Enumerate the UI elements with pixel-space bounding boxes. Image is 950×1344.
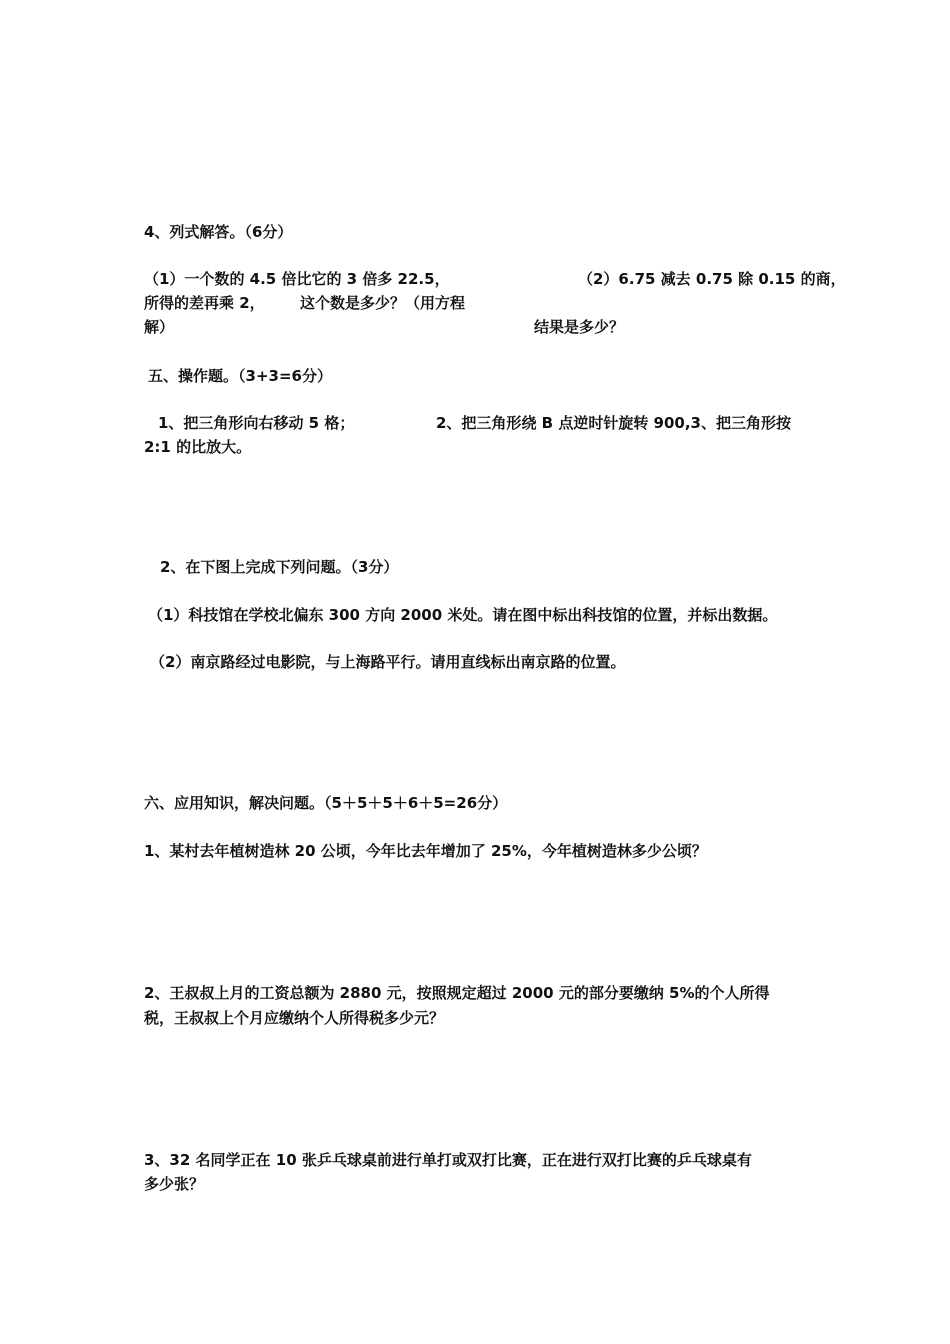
section5-op2: 2、把三角形绕 B 点逆时针旋转 900,3、把三角形按 — [436, 414, 791, 432]
section4-q2-line3: 结果是多少？ — [534, 318, 625, 336]
section6-problem2-line2: 税，王叔叔上个月应缴纳个人所得税多少元？ — [144, 1009, 445, 1027]
section5-sub-q1: （1）科技馆在学校北偏东 300 方向 2000 米处。请在图中标出科技馆的位置，并标出数据。 — [148, 606, 778, 624]
section4-q1-line3: 解） — [144, 318, 175, 336]
section6-problem2-line1: 2、王叔叔上月的工资总额为 2880 元，按照规定超过 2000 元的部分要缴纳 5%的个人所得 — [144, 984, 770, 1002]
section4-q2-line2: 所得的差再乘 2， — [144, 294, 265, 312]
section5-op1: 1、把三角形向右移动 5 格； — [158, 414, 355, 432]
section5-sub-q2: （2）南京路经过电影院，与上海路平行。请用直线标出南京路的位置。 — [150, 653, 626, 671]
section6-problem1: 1、某村去年植树造林 20 公顷，今年比去年增加了 25%，今年植树造林多少公顷？ — [144, 842, 707, 860]
section5-op2-continued: 2:1 的比放大。 — [144, 438, 252, 456]
section6-heading: 六、应用知识，解决问题。（5＋5＋5＋6＋5=26分） — [144, 794, 508, 812]
section5-heading: 五、操作题。（3+3=6分） — [148, 367, 332, 385]
section5-sub-heading: 2、在下图上完成下列问题。（3分） — [160, 558, 399, 576]
section4-q2-line1: （2）6.75 减去 0.75 除 0.15 的商， — [578, 270, 846, 288]
section4-q1-line1: （1）一个数的 4.5 倍比它的 3 倍多 22.5， — [144, 270, 450, 288]
section6-problem3-line1: 3、32 名同学正在 10 张乒乓球桌前进行单打或双打比赛，正在进行双打比赛的乒乓球桌有 — [144, 1151, 752, 1169]
section4-heading: 4、列式解答。（6分） — [144, 223, 293, 241]
section6-problem3-line2: 多少张？ — [144, 1175, 205, 1193]
section4-q1-line2: 这个数是多少？（用方程 — [300, 294, 466, 312]
